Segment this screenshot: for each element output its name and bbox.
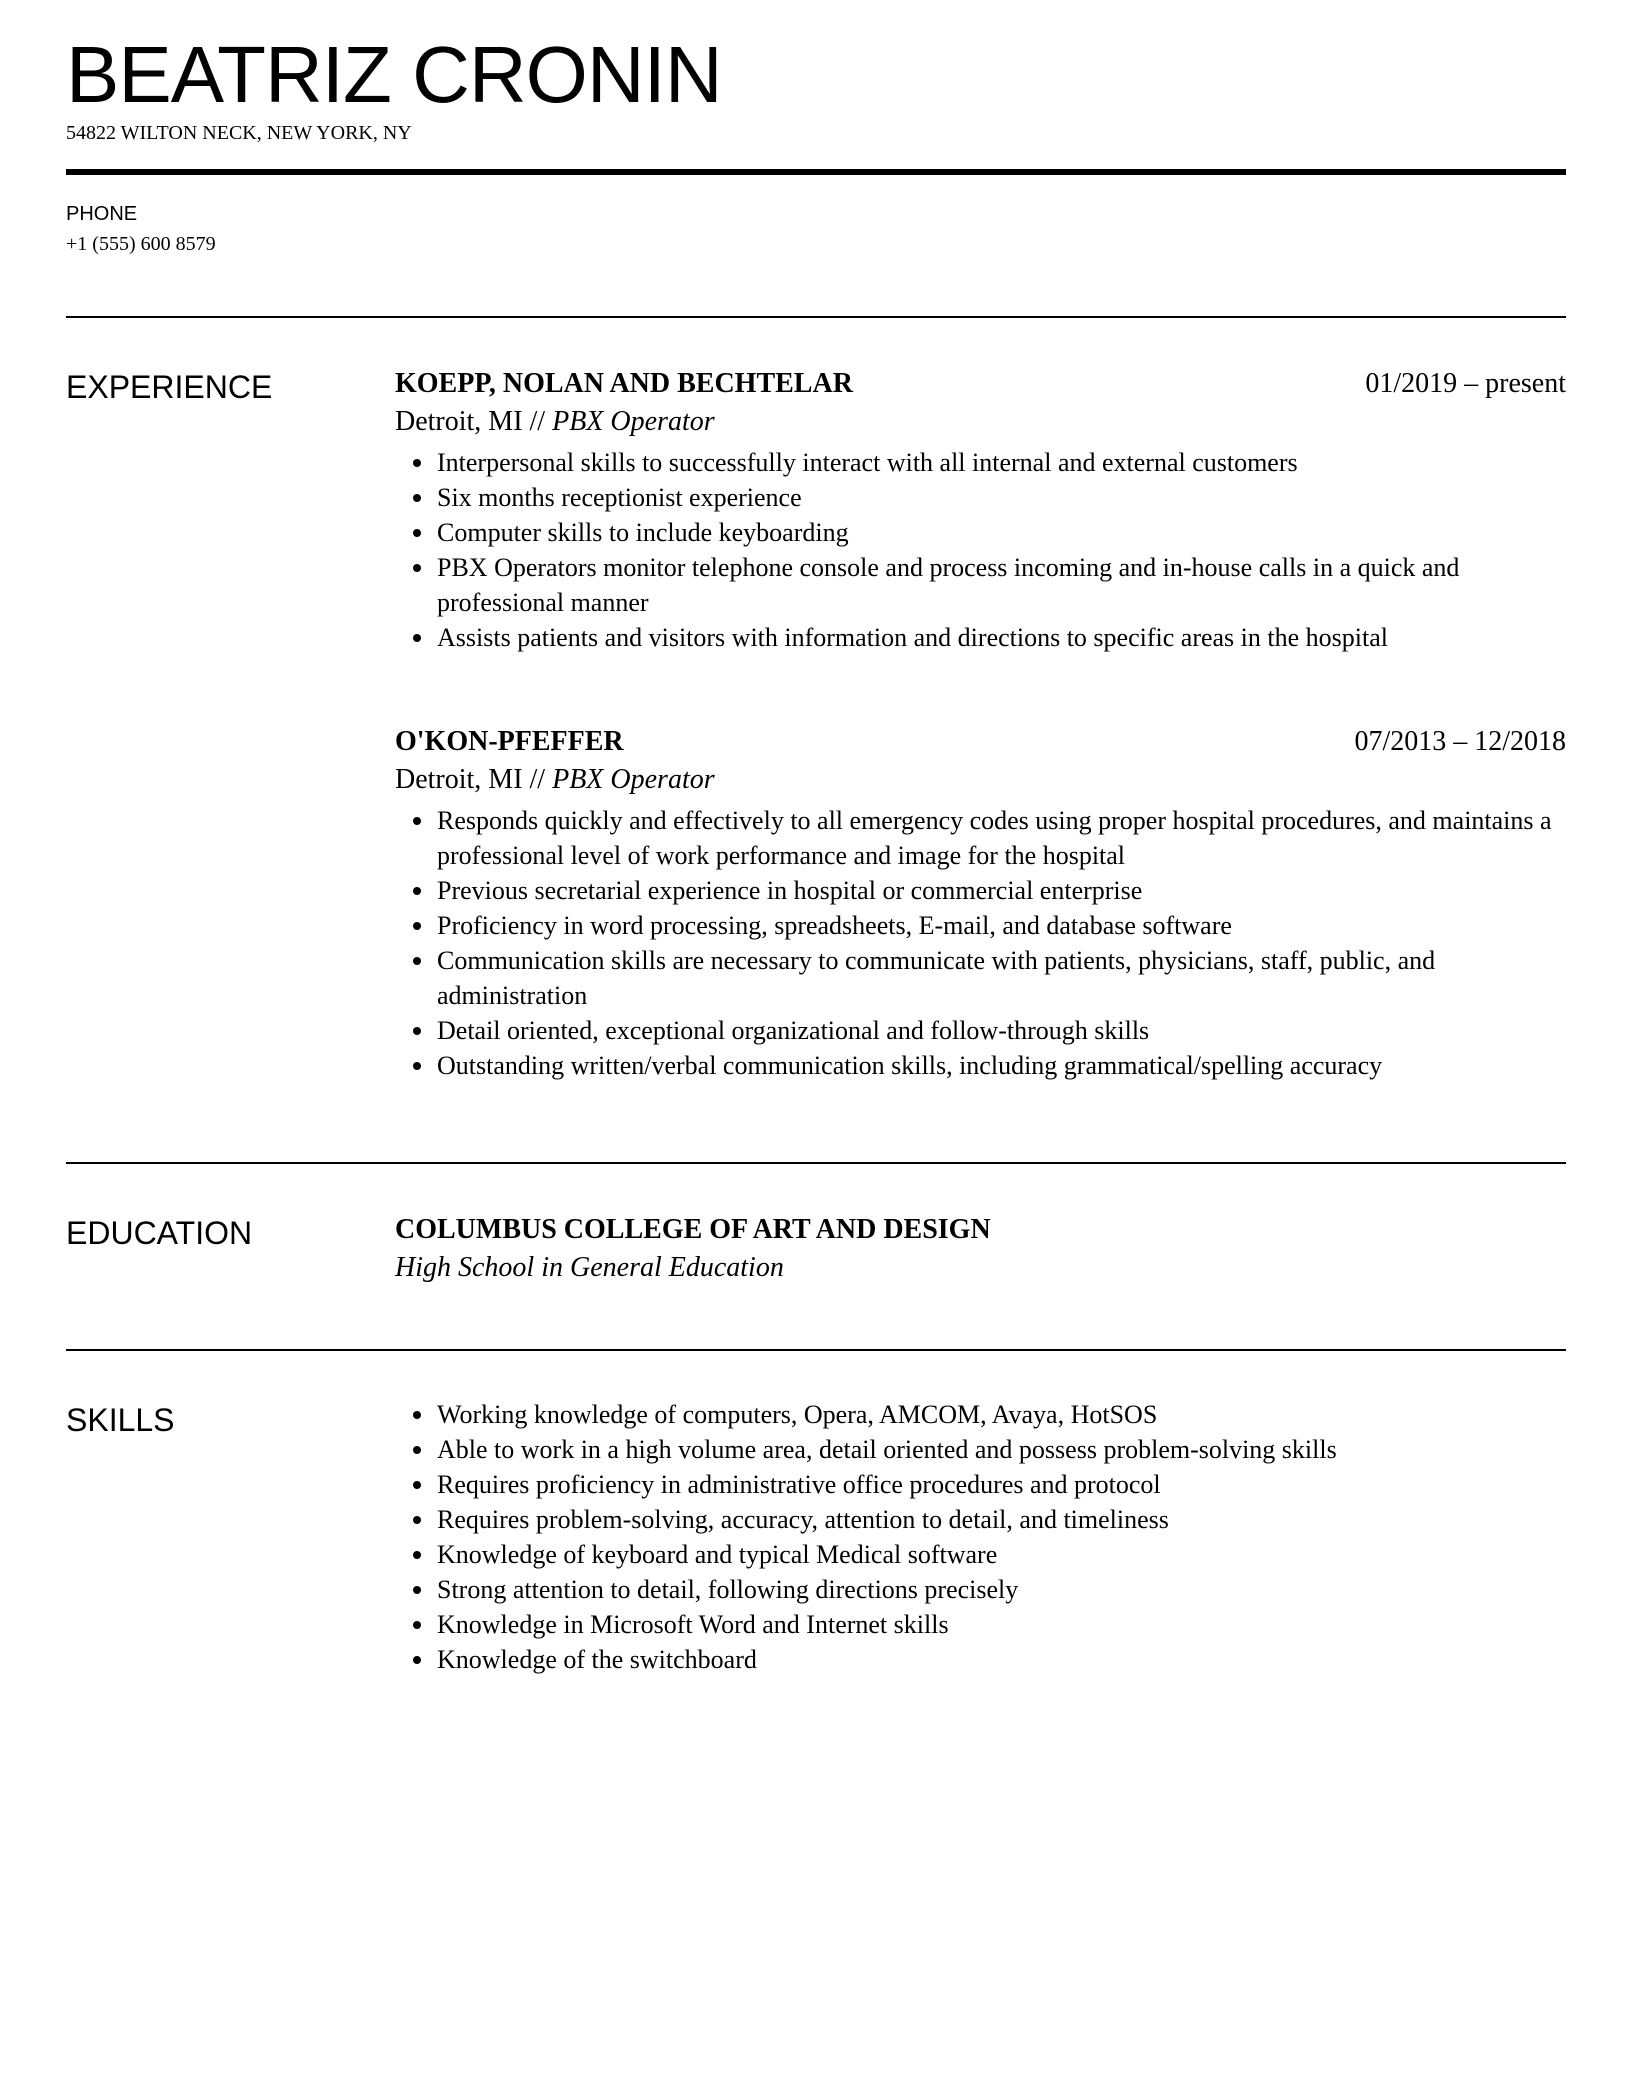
list-item: Detail oriented, exceptional organizational and follow-through skills	[437, 1013, 1566, 1048]
list-item: Knowledge of keyboard and typical Medical software	[437, 1537, 1566, 1572]
job-location: Detroit, MI	[395, 406, 523, 437]
education-school: COLUMBUS COLLEGE OF ART AND DESIGN	[395, 1214, 991, 1245]
job-duties-list	[395, 445, 1566, 655]
job-entry	[395, 724, 1566, 1083]
list-item: Proficiency in word processing, spreadsheets, E-mail, and database software	[437, 908, 1566, 943]
job-role: PBX Operator	[552, 764, 715, 795]
job-company: O'KON-PFEFFER	[395, 726, 624, 757]
job-duties-list	[395, 803, 1566, 1083]
skills-heading: SKILLS	[66, 1402, 175, 1438]
header-divider	[66, 169, 1566, 175]
list-item: Requires proficiency in administrative office procedures and protocol	[437, 1467, 1566, 1502]
job-role: PBX Operator	[552, 406, 715, 437]
list-item: Knowledge of the switchboard	[437, 1642, 1566, 1677]
job-entry	[395, 366, 1566, 655]
education-heading: EDUCATION	[66, 1215, 253, 1251]
job-separator: //	[529, 764, 546, 795]
list-item: Able to work in a high volume area, detail oriented and possess problem-solving skills	[437, 1432, 1566, 1467]
section-divider-experience	[66, 316, 1566, 318]
section-divider-skills	[66, 1349, 1566, 1351]
phone-label: PHONE	[66, 203, 138, 225]
list-item: Assists patients and visitors with information and directions to specific areas in the hospital	[437, 620, 1566, 655]
job-separator: //	[529, 406, 546, 437]
education-degree: High School in General Education	[395, 1252, 784, 1283]
section-divider-education	[66, 1162, 1566, 1164]
job-subline	[395, 760, 1566, 800]
job-location: Detroit, MI	[395, 764, 523, 795]
skills-list	[395, 1397, 1566, 1677]
job-dates: 07/2013 – 12/2018	[1354, 726, 1566, 757]
job-header	[395, 366, 1566, 402]
phone-number: +1 (555) 600 8579	[66, 233, 216, 255]
experience-heading: EXPERIENCE	[66, 369, 273, 405]
job-company: KOEPP, NOLAN AND BECHTELAR	[395, 368, 853, 399]
job-dates: 01/2019 – present	[1365, 368, 1566, 399]
education-entry	[395, 1212, 1566, 1288]
candidate-name: BEATRIZ CRONIN	[66, 30, 722, 119]
list-item: Outstanding written/verbal communication skills, including grammatical/spelling accuracy	[437, 1048, 1566, 1083]
list-item: Strong attention to detail, following directions precisely	[437, 1572, 1566, 1607]
job-subline	[395, 402, 1566, 442]
list-item: Computer skills to include keyboarding	[437, 515, 1566, 550]
list-item: Six months receptionist experience	[437, 480, 1566, 515]
list-item: Communication skills are necessary to communicate with patients, physicians, staff, public, and administration	[437, 943, 1566, 1013]
list-item: PBX Operators monitor telephone console and process incoming and in-house calls in a quick and professional manner	[437, 550, 1566, 620]
candidate-address: 54822 WILTON NECK, NEW YORK, NY	[66, 122, 412, 144]
list-item: Knowledge in Microsoft Word and Internet skills	[437, 1607, 1566, 1642]
job-header	[395, 724, 1566, 760]
skills-block	[395, 1397, 1566, 1677]
list-item: Requires problem-solving, accuracy, attention to detail, and timeliness	[437, 1502, 1566, 1537]
list-item: Previous secretarial experience in hospital or commercial enterprise	[437, 873, 1566, 908]
list-item: Working knowledge of computers, Opera, AMCOM, Avaya, HotSOS	[437, 1397, 1566, 1432]
list-item: Responds quickly and effectively to all emergency codes using proper hospital procedures, and maintains a professional level of work performance and image for the hospital	[437, 803, 1566, 873]
list-item: Interpersonal skills to successfully interact with all internal and external customers	[437, 445, 1566, 480]
